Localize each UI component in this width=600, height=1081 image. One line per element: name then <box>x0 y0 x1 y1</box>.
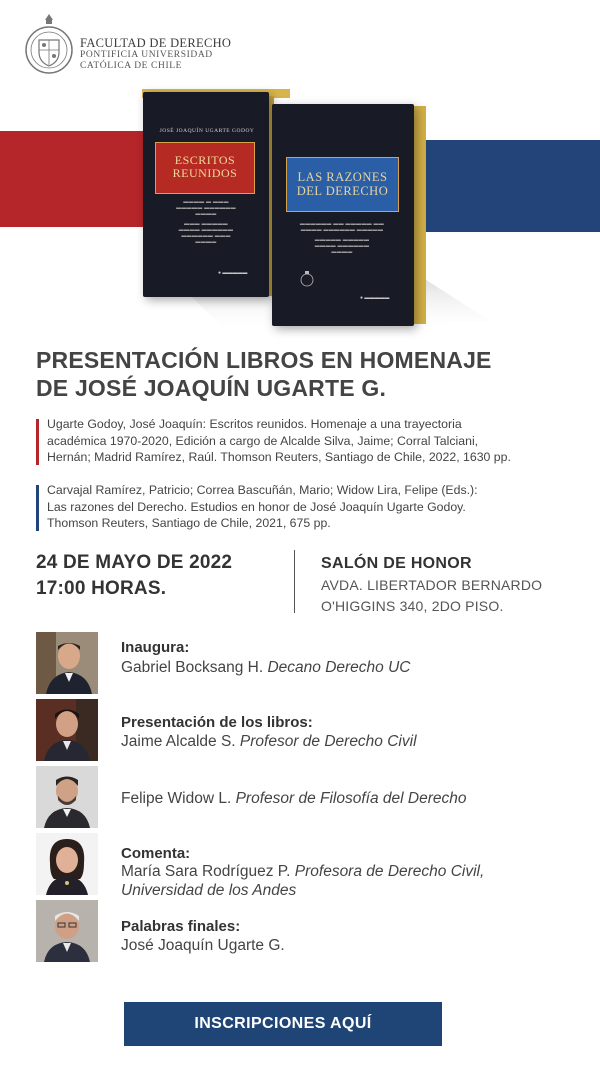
university-name-line1: PONTIFICIA UNIVERSIDAD <box>80 50 213 60</box>
book2-title-label <box>286 157 399 212</box>
speaker2-person <box>121 732 571 751</box>
event-title-line2: DE JOSÉ JOAQUÍN UGARTE G. <box>36 375 387 401</box>
book1-publisher-mark: ● ▬▬▬▬▬ <box>218 270 248 276</box>
speaker4-title: Profesora de Derecho Civil, <box>294 863 485 880</box>
book2-seal-icon <box>300 270 314 288</box>
venue-address-line1: AVDA. LIBERTADOR BERNARDO <box>321 577 543 593</box>
speaker2-portrait <box>36 699 98 761</box>
book1-title-label <box>155 142 255 194</box>
speaker3-person <box>121 789 571 808</box>
reference1-line2: académica 1970-2020, Edición a cargo de Alcalde Silva, Jaime; Corral Talciani, <box>47 433 479 448</box>
book2-editors-art: ▬▬▬▬▬ ▬▬▬▬▬ ▬▬▬▬ ▬▬▬▬▬▬ ▬▬▬▬ <box>314 238 370 255</box>
speaker1-role: Inaugura: <box>121 639 190 656</box>
event-title <box>36 346 576 402</box>
reference1-line3: Hernán; Madrid Ramírez, Raúl. Thomson Reuters, Santiago de Chile, 2022, 1630 pp. <box>47 450 511 464</box>
reference2-line2: Las razones del Derecho. Estudios en honor de José Joaquín Ugarte Godoy. <box>47 499 466 514</box>
book1-subtitle-art: ▬▬▬▬ ▬ ▬▬▬ ▬▬▬▬▬ ▬▬▬▬▬▬ ▬▬▬▬ <box>176 200 236 217</box>
book1-author: JOSÉ JOAQUÍN UGARTE GODOY <box>159 128 255 134</box>
speaker3-name: Felipe Widow L. <box>121 790 232 807</box>
reference-bar-red <box>36 419 39 465</box>
event-title-line1: PRESENTACIÓN LIBROS EN HOMENAJE <box>36 347 492 373</box>
reference-book2 <box>36 482 576 532</box>
speaker5-portrait <box>36 900 98 962</box>
faculty-name: FACULTAD DE DERECHO <box>80 36 232 50</box>
venue-name: SALÓN DE HONOR <box>321 555 472 572</box>
venue-address-line2: O'HIGGINS 340, 2DO PISO. <box>321 598 504 614</box>
speaker2-role: Presentación de los libros: <box>121 714 313 731</box>
avatar <box>36 900 98 962</box>
avatar <box>36 699 98 761</box>
avatar <box>36 766 98 828</box>
book1-title-line2: REUNIDOS <box>172 166 238 180</box>
reference1-line1: Ugarte Godoy, José Joaquín: Escritos reunidos. Homenaje a una trayectoria <box>47 417 462 431</box>
avatar <box>36 833 98 895</box>
speaker4-name: María Sara Rodríguez P. <box>121 863 291 880</box>
reference2-line1: Carvajal Ramírez, Patricio; Correa Bascuñán, Mario; Widow Lira, Felipe (Eds.): <box>47 483 478 497</box>
speaker4-portrait <box>36 833 98 895</box>
book2-title-line2: DEL DERECHO <box>296 184 389 198</box>
event-date: 24 DE MAYO DE 2022 <box>36 552 233 573</box>
book1-editors-art: ▬▬▬ ▬▬▬▬▬ ▬▬▬▬ ▬▬▬▬▬▬ ▬▬▬▬▬▬ ▬▬▬ ▬▬▬▬ <box>178 222 234 245</box>
university-name-line2: CATÓLICA DE CHILE <box>80 61 183 71</box>
speaker5-name: José Joaquín Ugarte G. <box>121 937 285 954</box>
reference2-line3: Thomson Reuters, Santiago de Chile, 2021, 675 pp. <box>47 516 331 530</box>
avatar <box>36 632 98 694</box>
book2-publisher-mark: ● ▬▬▬▬▬ <box>360 295 390 301</box>
date-venue-divider <box>294 550 295 613</box>
blue-band <box>425 140 600 232</box>
speaker3-title: Profesor de Filosofía del Derecho <box>235 790 467 807</box>
speaker4-role: Comenta: <box>121 845 191 862</box>
speaker2-name: Jaime Alcalde S. <box>121 733 236 750</box>
book1-title-line1: ESCRITOS <box>174 153 236 167</box>
speaker1-name: Gabriel Bocksang H. <box>121 659 264 676</box>
speaker3-portrait <box>36 766 98 828</box>
red-band <box>0 131 160 227</box>
speaker1-title: Decano Derecho UC <box>267 659 411 676</box>
speaker1-portrait <box>36 632 98 694</box>
speaker4-person <box>121 862 571 900</box>
register-button[interactable]: INSCRIPCIONES AQUÍ <box>124 1002 442 1046</box>
reference-book1 <box>36 416 576 466</box>
speaker5-role: Palabras finales: <box>121 918 241 935</box>
book2-title-line1: LAS RAZONES <box>297 170 388 184</box>
speaker1-person <box>121 658 571 677</box>
book2-subtitle-art: ▬▬▬▬▬▬ ▬▬ ▬▬▬▬▬ ▬▬ ▬▬▬▬ ▬▬▬▬▬▬ ▬▬▬▬▬ <box>299 222 385 233</box>
speaker2-title: Profesor de Derecho Civil <box>239 733 417 750</box>
speaker5-person <box>121 936 571 955</box>
reference-bar-blue <box>36 485 39 531</box>
university-seal-icon <box>24 12 74 76</box>
speaker4-title-line2: Universidad de los Andes <box>121 882 297 899</box>
event-time: 17:00 HORAS. <box>36 578 167 599</box>
